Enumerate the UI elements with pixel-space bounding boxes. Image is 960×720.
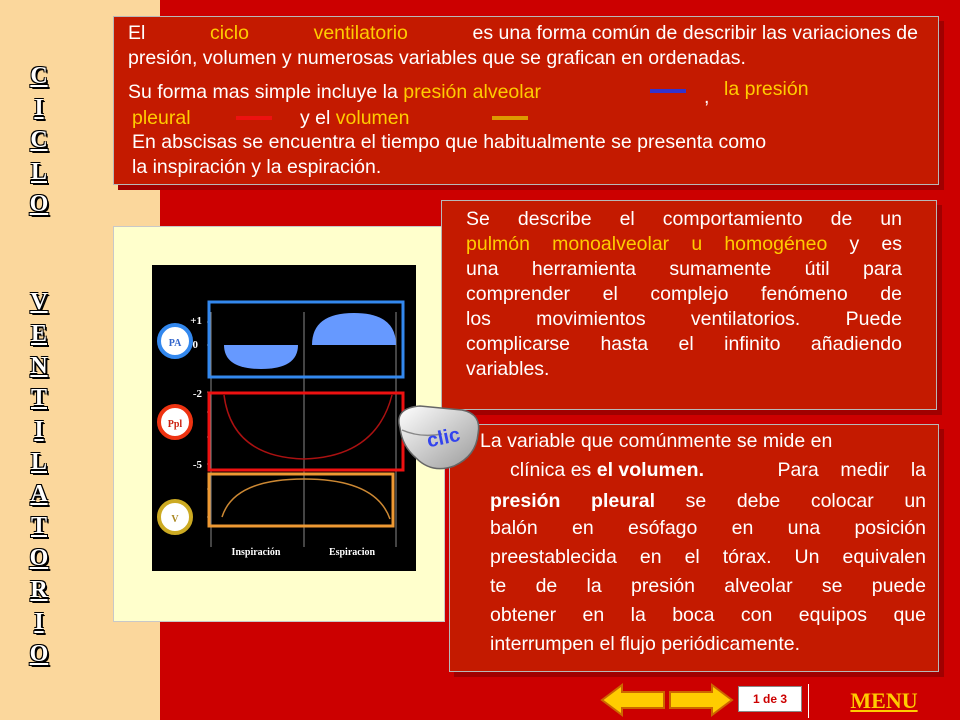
legend-pleural-line xyxy=(236,116,272,120)
page-indicator: 1 de 3 xyxy=(738,686,802,712)
title-ventilatorio-letter: N xyxy=(30,353,48,379)
title-ventilatorio-letter: E xyxy=(30,321,47,347)
title-ciclo xyxy=(28,60,50,220)
intro-line-5: En abscisas se encuentra el tiempo que habitualmente se presenta como xyxy=(132,131,767,153)
mouse-icon xyxy=(392,400,484,476)
intro-line-4b xyxy=(300,106,410,131)
title-ventilatorio xyxy=(28,286,50,670)
description-text xyxy=(466,207,902,382)
title-ventilatorio-letter: T xyxy=(30,385,47,411)
measure-line-2 xyxy=(510,458,926,483)
desc-line-5: los movimientos ventilatorios. Puede xyxy=(466,308,902,330)
intro-line-3-pre: Su forma mas simple incluye la xyxy=(128,81,398,103)
intro-comma: , xyxy=(704,86,710,108)
title-ventilatorio-letter: O xyxy=(29,545,49,571)
pa-label: PA xyxy=(168,338,182,349)
x-label-inspiracion: Inspiración xyxy=(231,547,281,558)
measure-para-medir: Para medir la xyxy=(777,459,926,481)
measure-line-4: balón en esófago en una posición xyxy=(490,517,926,539)
tick-minus5: -5 xyxy=(192,459,202,471)
intro-pleural: pleural xyxy=(132,107,191,129)
measure-clinica-es: clínica es xyxy=(510,459,592,481)
intro-line-3 xyxy=(128,80,541,105)
clic-button[interactable] xyxy=(392,400,484,476)
ppl-label: Ppl xyxy=(167,419,183,430)
measure-line-3 xyxy=(490,489,926,514)
x-label-espiracion: Espiracion xyxy=(328,547,376,558)
title-ciclo-letter: I xyxy=(34,95,44,121)
v-label: V xyxy=(171,514,179,525)
clic-label: clic xyxy=(424,423,463,453)
measure-line-5: preestablecida en el tórax. Un equivalen xyxy=(490,546,926,568)
intro-word-ventilatorio: ventilatorio xyxy=(313,22,408,44)
measure-line-7: obtener en la boca con equipos que xyxy=(490,604,926,626)
title-ciclo-letter: O xyxy=(29,191,49,217)
intro-y-el: y el xyxy=(300,107,331,129)
title-ventilatorio-letter: I xyxy=(34,609,44,635)
measure-text xyxy=(490,489,926,659)
tick-zero: 0 xyxy=(192,339,198,351)
measure-line-8: interrumpen el flujo periódicamente. xyxy=(490,633,801,655)
measure-el-volumen: el volumen. xyxy=(596,459,704,481)
desc-pulmon-monoalveolar: pulmón monoalveolar u homogéneo xyxy=(466,233,828,255)
tick-minus2: -2 xyxy=(192,388,202,400)
title-ventilatorio-letter: O xyxy=(29,641,49,667)
intro-box xyxy=(113,16,939,185)
desc-line-2 xyxy=(466,232,902,257)
tick-plus1: +1 xyxy=(190,315,202,327)
intro-line-1 xyxy=(128,21,918,46)
title-ciclo-letter: C xyxy=(30,63,48,89)
intro-volumen: volumen xyxy=(335,107,410,129)
legend-volumen-line xyxy=(492,116,528,120)
menu-button[interactable]: MENU xyxy=(808,684,959,718)
title-ciclo-letter: C xyxy=(30,127,48,153)
desc-line-3: una herramienta sumamente útil para xyxy=(466,258,902,280)
intro-word-el: El xyxy=(128,22,146,44)
intro-presion-alveolar: presión alveolar xyxy=(403,81,541,103)
intro-la-presion: la presión xyxy=(724,78,809,100)
title-ciclo-letter: L xyxy=(30,159,47,185)
title-ventilatorio-letter: T xyxy=(30,513,47,539)
desc-line-4: comprender el complejo fenómeno de xyxy=(466,283,902,305)
measure-line-1: La variable que comúnmente se mide en xyxy=(480,430,833,452)
title-ventilatorio-letter: V xyxy=(30,289,48,315)
back-arrow-button[interactable] xyxy=(600,683,666,717)
title-ventilatorio-letter: I xyxy=(34,417,44,443)
desc-line-2-post: y es xyxy=(849,233,903,255)
measure-line-2a xyxy=(510,458,704,483)
description-box xyxy=(441,200,937,410)
measure-line-3-post: se debe colocar un xyxy=(685,490,927,512)
intro-line-2: presión, volumen y numerosas variables que se grafican en ordenadas. xyxy=(128,47,746,69)
title-ventilatorio-letter: A xyxy=(30,481,48,507)
desc-line-7: variables. xyxy=(466,358,550,380)
legend-alveolar-line xyxy=(650,89,686,93)
intro-line-6: la inspiración y la espiración. xyxy=(132,156,382,178)
forward-arrow-button[interactable] xyxy=(668,683,734,717)
title-ventilatorio-letter: R xyxy=(30,577,48,603)
measurement-box xyxy=(449,424,939,672)
intro-word-ciclo: ciclo xyxy=(209,22,249,44)
desc-line-1: Se describe el comportamiento de un xyxy=(466,208,902,230)
measure-line-6: te de la presión alveolar se puede xyxy=(490,575,926,597)
intro-line-1-rest: es una forma común de describir las variaciones de xyxy=(472,22,918,44)
measure-presion-pleural: presión pleural xyxy=(490,490,655,512)
title-ventilatorio-letter: L xyxy=(30,449,47,475)
intro-line-4 xyxy=(132,106,191,131)
desc-line-6: complicarse hasta el infinito añadiendo xyxy=(466,333,902,355)
